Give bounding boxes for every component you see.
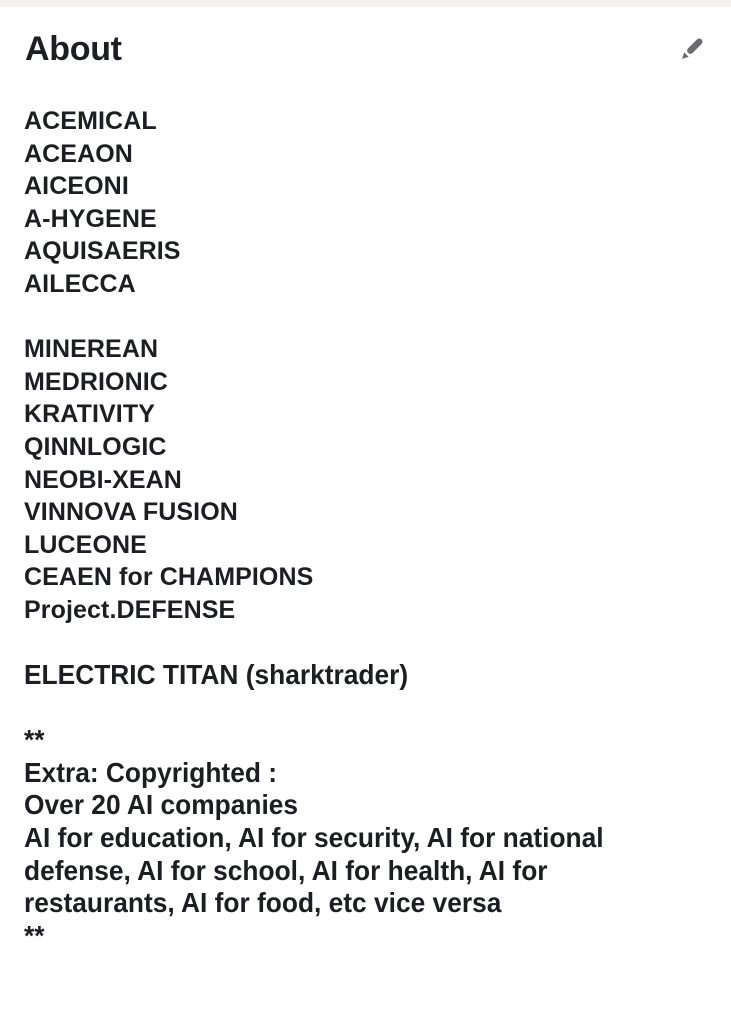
pencil-icon (677, 33, 707, 65)
company-name: LUCEONE (24, 530, 147, 559)
extra-text-line: Over 20 AI companies (24, 789, 299, 821)
company-name: AILECCA (24, 269, 136, 298)
page-title: About (25, 30, 122, 68)
extra-text-line: restaurants, AI for food, etc vice versa (24, 887, 502, 919)
company-name: KRATIVITY (24, 400, 155, 429)
blank-line (24, 692, 707, 725)
company-name: MEDRIONIC (24, 367, 168, 396)
company-name: A-HYGENE (24, 204, 157, 233)
edit-button[interactable] (675, 31, 709, 70)
extra-text-line: ** (24, 724, 45, 756)
company-name: ACEAON (24, 139, 133, 168)
company-name: VINNOVA FUSION (24, 498, 238, 527)
company-name: ACEMICAL (24, 107, 157, 135)
blank-line (24, 627, 707, 660)
company-name: CEAEN for CHAMPIONS (24, 563, 314, 592)
company-name: AICEONI (24, 172, 129, 201)
extra-text-line: Extra: Copyrighted : (24, 756, 277, 788)
extra-text-line: AI for education, AI for security, AI for national (24, 822, 604, 854)
company-name: MINEREAN (24, 335, 159, 364)
extra-text-line: defense, AI for school, AI for health, AI for (24, 854, 548, 886)
blank-line (24, 301, 707, 334)
company-name: QINNLOGIC (24, 432, 167, 461)
company-name: NEOBI-XEAN (24, 465, 182, 494)
extra-text-line: ** (24, 919, 45, 951)
company-name: Project.DEFENSE (24, 595, 236, 624)
company-name: AQUISAERIS (24, 237, 181, 266)
header (0, 7, 731, 70)
company-name: ELECTRIC TITAN (sharktrader) (24, 659, 409, 691)
top-strip (0, 0, 731, 7)
about-text (0, 105, 731, 952)
